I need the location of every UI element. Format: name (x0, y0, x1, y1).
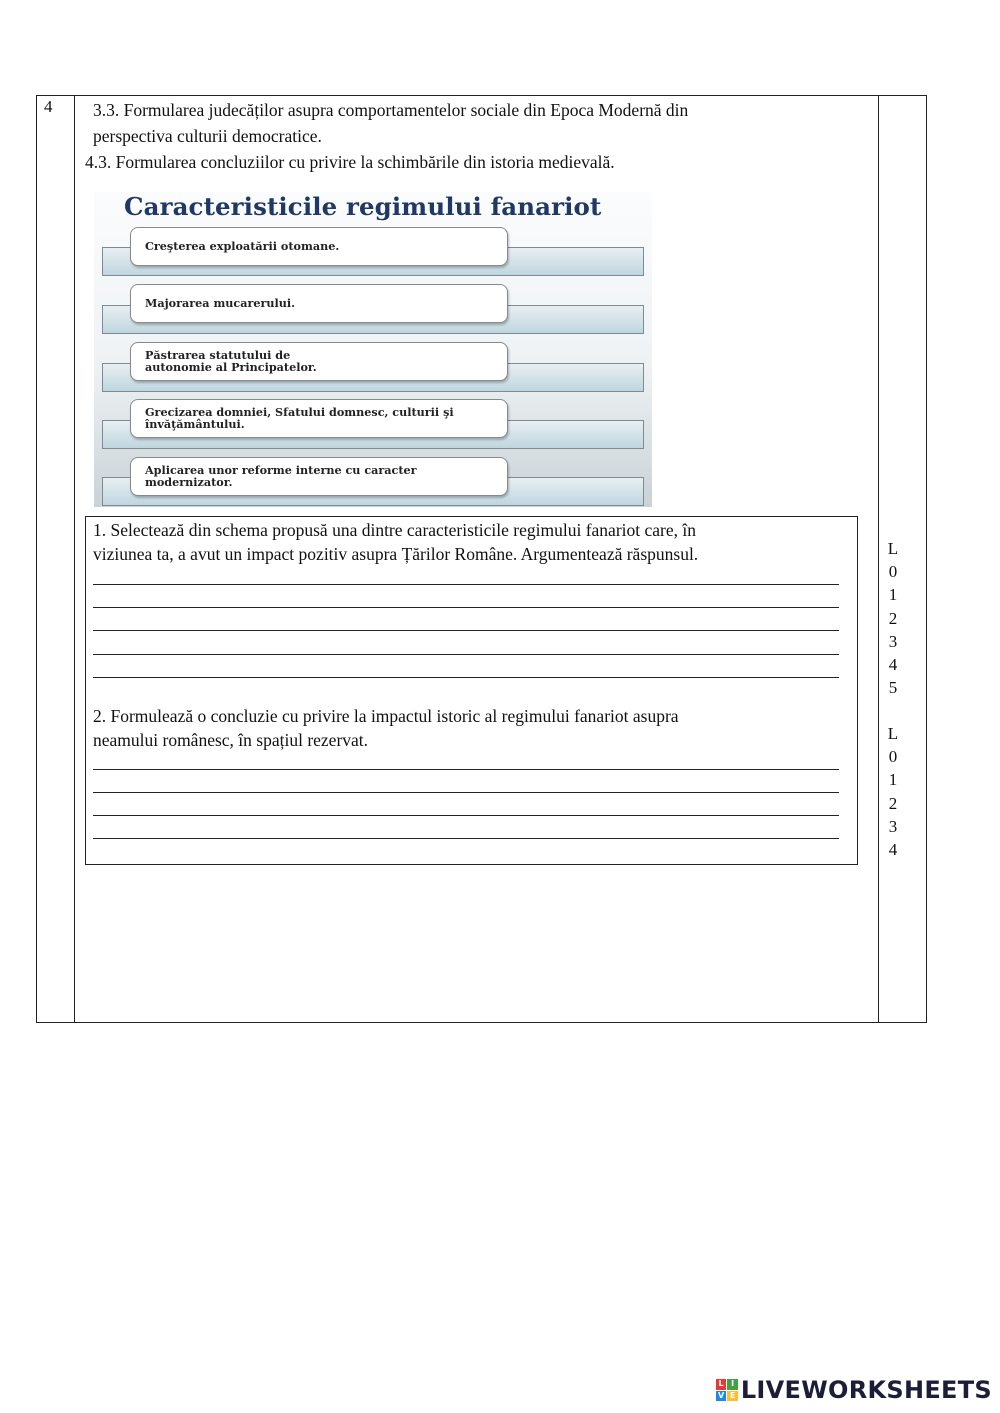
competency-4-3: 4.3. Formularea concluziilor cu privire la schimbările din istoria medievală. (85, 152, 615, 172)
answer-line-q1[interactable] (93, 654, 839, 655)
answer-line-q2[interactable] (93, 769, 839, 770)
score-option[interactable]: 1 (888, 585, 898, 605)
score-column-q2 (883, 722, 903, 861)
score-option[interactable]: 0 (888, 562, 898, 582)
liveworksheets-mark-icon: L I V E (716, 1379, 738, 1401)
score-option[interactable]: 2 (888, 793, 898, 813)
liveworksheets-logo (716, 1376, 992, 1404)
diagram-item-autonomie: Păstrarea statutului de autonomie al Principatelor. (130, 342, 508, 381)
questions-box (85, 516, 858, 865)
answer-line-q1[interactable] (93, 630, 839, 631)
answer-line-q2[interactable] (93, 815, 839, 816)
score-option[interactable]: 4 (888, 655, 898, 675)
diagram-item-mucarer: Majorarea mucarerului. (130, 284, 508, 323)
question-2-line1: 2. Formulează o concluzie cu privire la impactul istoric al regimului fanariot asupra (93, 706, 679, 726)
score-option[interactable]: 0 (888, 747, 898, 767)
diagram-item-exploatare: Creşterea exploatării otomane. (130, 227, 508, 266)
score-option[interactable]: 3 (888, 816, 898, 836)
answer-line-q1[interactable] (93, 677, 839, 678)
row-number: 4 (44, 97, 53, 116)
table-divider-right (878, 95, 879, 1023)
competency-3-3-line1: 3.3. Formularea judecăților asupra comportamentelor sociale din Epoca Modernă din (93, 100, 689, 120)
score-option[interactable]: 1 (888, 770, 898, 790)
score-option[interactable]: 3 (888, 631, 898, 651)
answer-line-q1[interactable] (93, 584, 839, 585)
question-1-line2: viziunea ta, a avut un impact pozitiv asupra Țărilor Române. Argumentează răspunsul. (93, 544, 699, 564)
diagram-item-reforme: Aplicarea unor reforme interne cu caracter modernizator. (130, 457, 508, 496)
score-option[interactable]: 2 (888, 608, 898, 628)
answer-line-q2[interactable] (93, 792, 839, 793)
question-1-line1: 1. Selectează din schema propusă una dintre caracteristicile regimului fanariot care, în (93, 520, 696, 540)
table-divider-left (74, 95, 75, 1023)
diagram-item-grecizare: Grecizarea domniei, Sfatului domnesc, culturii şi învăţământului. (130, 399, 508, 438)
diagram-title: Caracteristicile regimului fanariot (124, 192, 602, 221)
score-option[interactable]: 4 (888, 840, 898, 860)
answer-line-q2[interactable] (93, 838, 839, 839)
question-2-line2: neamului românesc, în spațiul rezervat. (93, 730, 369, 750)
score-column-q1 (883, 537, 903, 699)
competency-3-3-line2: perspectiva culturii democratice. (93, 126, 322, 146)
score-label: L (887, 724, 899, 743)
fanariot-diagram (94, 192, 652, 507)
score-label: L (887, 539, 899, 558)
liveworksheets-brand: LIVEWORKSHEETS (740, 1376, 992, 1404)
answer-line-q1[interactable] (93, 607, 839, 608)
score-option[interactable]: 5 (888, 678, 898, 698)
